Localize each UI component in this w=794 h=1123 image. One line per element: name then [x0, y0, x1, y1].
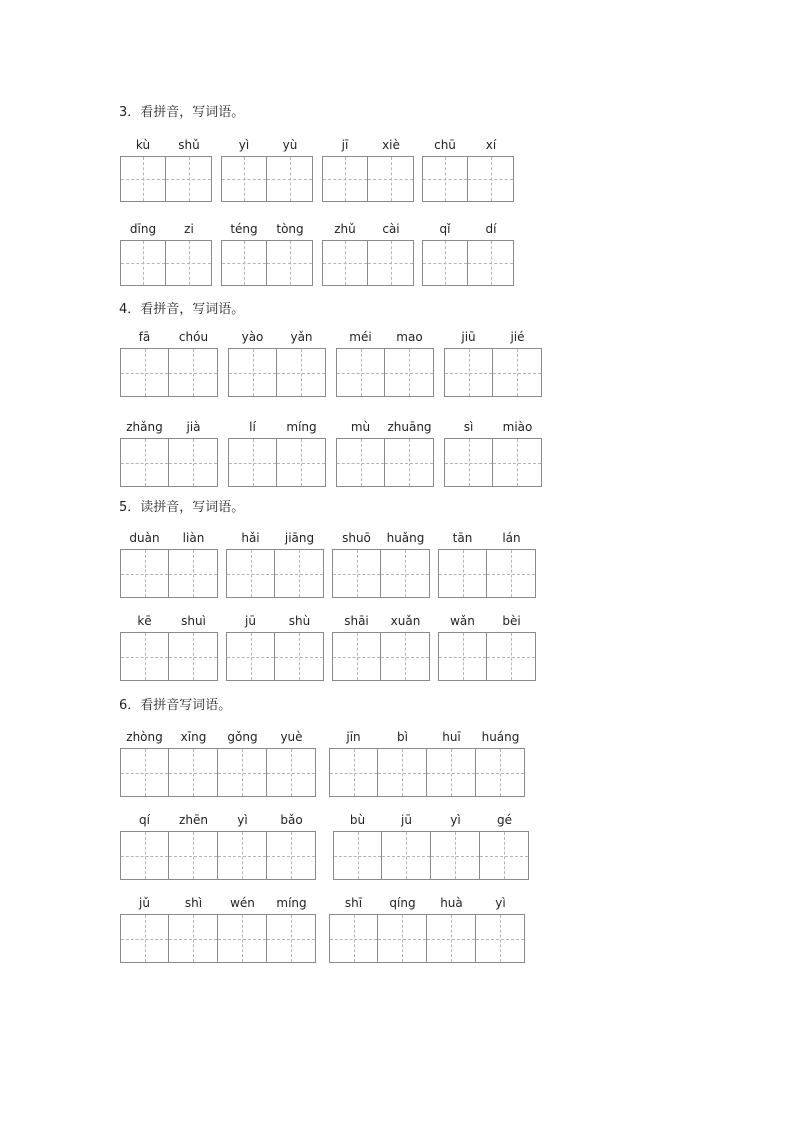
tianzige-box[interactable] — [333, 831, 382, 880]
word-box-group — [438, 614, 536, 681]
tianzige-box[interactable] — [218, 748, 267, 797]
character-cell[interactable] — [120, 138, 166, 202]
character-cell[interactable] — [332, 614, 381, 681]
pinyin-label: qí — [139, 813, 150, 827]
tianzige-box[interactable] — [226, 549, 275, 598]
pinyin-label: sì — [463, 420, 474, 434]
character-cell[interactable] — [329, 896, 378, 963]
word-box-group — [444, 330, 542, 397]
pinyin-label: xīng — [180, 730, 207, 744]
character-cell[interactable] — [493, 420, 542, 487]
pinyin-label: yào — [241, 330, 264, 344]
word-box-group — [438, 531, 536, 598]
character-cell[interactable] — [226, 614, 275, 681]
tianzige-box[interactable] — [169, 748, 218, 797]
pinyin-label: shī — [344, 896, 363, 910]
pinyin-label: mao — [396, 330, 423, 344]
character-cell[interactable] — [476, 730, 525, 797]
character-cell[interactable] — [480, 813, 529, 880]
pinyin-label: kù — [135, 138, 151, 152]
pinyin-label: lí — [249, 420, 256, 434]
pinyin-label: jū — [401, 813, 412, 827]
pinyin-label: bèi — [502, 614, 521, 628]
section-4-heading: 4．看拼音，写词语。 — [119, 302, 245, 317]
character-cell[interactable] — [169, 896, 218, 963]
character-cell[interactable] — [267, 730, 316, 797]
character-cell[interactable] — [169, 614, 218, 681]
word-box-group — [221, 138, 313, 202]
character-cell[interactable] — [382, 813, 431, 880]
pinyin-label: hǎi — [241, 531, 260, 545]
word-box-group — [332, 531, 430, 598]
tianzige-box[interactable] — [368, 156, 414, 202]
pinyin-label: huī — [442, 730, 461, 744]
pinyin-label: zhòng — [126, 730, 163, 744]
tianzige-box[interactable] — [169, 348, 218, 397]
character-cell[interactable] — [120, 896, 169, 963]
pinyin-label: yù — [282, 138, 298, 152]
tianzige-box[interactable] — [218, 914, 267, 963]
character-cell[interactable] — [476, 896, 525, 963]
tianzige-box[interactable] — [322, 156, 368, 202]
tianzige-box[interactable] — [476, 748, 525, 797]
pinyin-label: yuè — [280, 730, 303, 744]
pinyin-label: zhuāng — [387, 420, 432, 434]
word-box-group — [329, 730, 525, 797]
character-cell[interactable] — [218, 896, 267, 963]
pinyin-label: bǎo — [280, 813, 303, 827]
tianzige-box[interactable] — [332, 632, 381, 681]
character-cell[interactable] — [468, 222, 514, 286]
pinyin-label: qǐ — [439, 222, 451, 236]
character-cell[interactable] — [322, 138, 368, 202]
pinyin-label: lán — [502, 531, 521, 545]
character-cell[interactable] — [267, 138, 313, 202]
character-cell[interactable] — [368, 138, 414, 202]
pinyin-label: miào — [502, 420, 533, 434]
character-cell[interactable] — [493, 330, 542, 397]
pinyin-label: bù — [349, 813, 366, 827]
tianzige-box[interactable] — [169, 632, 218, 681]
character-cell[interactable] — [336, 420, 385, 487]
character-cell[interactable] — [120, 730, 169, 797]
character-cell[interactable] — [381, 614, 430, 681]
tianzige-box[interactable] — [427, 748, 476, 797]
pinyin-label: huáng — [481, 730, 520, 744]
pinyin-label: xuǎn — [390, 614, 421, 628]
tianzige-box[interactable] — [120, 348, 169, 397]
character-cell[interactable] — [277, 420, 326, 487]
word-box-group — [228, 330, 326, 397]
character-cell[interactable] — [166, 222, 212, 286]
character-cell[interactable] — [169, 330, 218, 397]
pinyin-label: shì — [184, 896, 203, 910]
character-cell[interactable] — [218, 730, 267, 797]
tianzige-box[interactable] — [169, 438, 218, 487]
tianzige-box[interactable] — [267, 914, 316, 963]
pinyin-label: míng — [286, 420, 317, 434]
word-box-group — [120, 531, 218, 598]
character-cell[interactable] — [329, 730, 378, 797]
pinyin-label: míng — [276, 896, 307, 910]
character-cell[interactable] — [487, 531, 536, 598]
word-box-group — [221, 222, 313, 286]
pinyin-label: huǎng — [386, 531, 425, 545]
character-cell[interactable] — [438, 614, 487, 681]
pinyin-label: mù — [350, 420, 371, 434]
tianzige-box[interactable] — [120, 831, 169, 880]
character-cell[interactable] — [166, 138, 212, 202]
tianzige-box[interactable] — [267, 240, 313, 286]
tianzige-box[interactable] — [385, 348, 434, 397]
character-cell[interactable] — [169, 813, 218, 880]
pinyin-label: yì — [450, 813, 461, 827]
character-cell[interactable] — [487, 614, 536, 681]
tianzige-box[interactable] — [120, 549, 169, 598]
section-3-heading: 3．看拼音，写词语。 — [119, 105, 245, 120]
tianzige-box[interactable] — [120, 914, 169, 963]
word-box-group — [336, 420, 434, 487]
tianzige-box[interactable] — [228, 348, 277, 397]
pinyin-label: chóu — [178, 330, 209, 344]
tianzige-box[interactable] — [332, 549, 381, 598]
word-box-group — [120, 614, 218, 681]
pinyin-label: xí — [485, 138, 497, 152]
word-box-group — [120, 222, 212, 286]
pinyin-label: jiāng — [284, 531, 315, 545]
tianzige-box[interactable] — [277, 348, 326, 397]
word-box-group — [226, 614, 324, 681]
pinyin-label: liàn — [182, 531, 205, 545]
character-cell[interactable] — [368, 222, 414, 286]
tianzige-box[interactable] — [226, 632, 275, 681]
tianzige-box[interactable] — [267, 748, 316, 797]
character-cell[interactable] — [427, 896, 476, 963]
section-5-heading: 5．读拼音，写词语。 — [119, 500, 245, 515]
tianzige-box[interactable] — [422, 156, 468, 202]
tianzige-box[interactable] — [166, 156, 212, 202]
character-cell[interactable] — [444, 330, 493, 397]
tianzige-box[interactable] — [329, 748, 378, 797]
pinyin-label: qíng — [389, 896, 416, 910]
tianzige-box[interactable] — [444, 438, 493, 487]
character-cell[interactable] — [431, 813, 480, 880]
tianzige-box[interactable] — [120, 748, 169, 797]
tianzige-box[interactable] — [378, 914, 427, 963]
pinyin-label: kē — [137, 614, 152, 628]
pinyin-label: shuì — [181, 614, 206, 628]
character-cell[interactable] — [332, 531, 381, 598]
character-cell[interactable] — [277, 330, 326, 397]
tianzige-box[interactable] — [336, 348, 385, 397]
tianzige-box[interactable] — [267, 831, 316, 880]
character-cell[interactable] — [381, 531, 430, 598]
character-cell[interactable] — [422, 222, 468, 286]
pinyin-label: gǒng — [227, 730, 258, 744]
tianzige-box[interactable] — [487, 549, 536, 598]
character-cell[interactable] — [120, 330, 169, 397]
pinyin-label: shuō — [342, 531, 371, 545]
tianzige-box[interactable] — [228, 438, 277, 487]
pinyin-label: yì — [238, 138, 250, 152]
word-box-group — [120, 420, 218, 487]
pinyin-label: duàn — [129, 531, 160, 545]
tianzige-box[interactable] — [221, 240, 267, 286]
pinyin-label: zi — [184, 222, 194, 236]
pinyin-label: shù — [288, 614, 311, 628]
word-box-group — [329, 896, 525, 963]
character-cell[interactable] — [385, 330, 434, 397]
word-box-group — [322, 138, 414, 202]
tianzige-box[interactable] — [218, 831, 267, 880]
tianzige-box[interactable] — [480, 831, 529, 880]
pinyin-label: huà — [440, 896, 463, 910]
section-6-heading: 6．看拼音写词语。 — [119, 698, 232, 713]
pinyin-label: dí — [485, 222, 497, 236]
pinyin-label: yì — [495, 896, 506, 910]
tianzige-box[interactable] — [438, 549, 487, 598]
word-box-group — [120, 138, 212, 202]
tianzige-box[interactable] — [431, 831, 480, 880]
pinyin-label: shǔ — [178, 138, 200, 152]
word-box-group — [333, 813, 529, 880]
tianzige-box[interactable] — [120, 632, 169, 681]
tianzige-box[interactable] — [385, 438, 434, 487]
tianzige-box[interactable] — [169, 914, 218, 963]
character-cell[interactable] — [275, 531, 324, 598]
word-box-group — [228, 420, 326, 487]
tianzige-box[interactable] — [444, 348, 493, 397]
word-box-group — [120, 896, 316, 963]
character-cell[interactable] — [169, 420, 218, 487]
tianzige-box[interactable] — [275, 549, 324, 598]
tianzige-box[interactable] — [336, 438, 385, 487]
character-cell[interactable] — [221, 138, 267, 202]
tianzige-box[interactable] — [427, 914, 476, 963]
character-cell[interactable] — [427, 730, 476, 797]
pinyin-label: méi — [349, 330, 372, 344]
pinyin-label: gé — [497, 813, 512, 827]
pinyin-label: bì — [397, 730, 408, 744]
character-cell[interactable] — [221, 222, 267, 286]
pinyin-label: fā — [138, 330, 151, 344]
word-box-group — [322, 222, 414, 286]
word-box-group — [332, 614, 430, 681]
character-cell[interactable] — [169, 531, 218, 598]
pinyin-label: xiè — [382, 138, 400, 152]
pinyin-label: wén — [230, 896, 255, 910]
tianzige-box[interactable] — [169, 831, 218, 880]
tianzige-box[interactable] — [169, 549, 218, 598]
character-cell[interactable] — [120, 420, 169, 487]
word-box-group — [120, 730, 316, 797]
word-box-group — [444, 420, 542, 487]
character-cell[interactable] — [120, 531, 169, 598]
pinyin-label: tòng — [276, 222, 304, 236]
tianzige-box[interactable] — [378, 748, 427, 797]
tianzige-box[interactable] — [381, 549, 430, 598]
tianzige-box[interactable] — [368, 240, 414, 286]
word-box-group — [336, 330, 434, 397]
pinyin-label: dīng — [129, 222, 157, 236]
tianzige-box[interactable] — [120, 156, 166, 202]
word-box-group — [226, 531, 324, 598]
tianzige-box[interactable] — [120, 240, 166, 286]
tianzige-box[interactable] — [468, 156, 514, 202]
character-cell[interactable] — [267, 896, 316, 963]
tianzige-box[interactable] — [438, 632, 487, 681]
tianzige-box[interactable] — [487, 632, 536, 681]
character-cell[interactable] — [438, 531, 487, 598]
character-cell[interactable] — [228, 330, 277, 397]
tianzige-box[interactable] — [381, 632, 430, 681]
tianzige-box[interactable] — [322, 240, 368, 286]
character-cell[interactable] — [378, 896, 427, 963]
pinyin-label: jiū — [461, 330, 476, 344]
pinyin-label: jié — [510, 330, 525, 344]
pinyin-label: yì — [237, 813, 248, 827]
pinyin-label: jī — [341, 138, 349, 152]
pinyin-label: wǎn — [450, 614, 475, 628]
word-box-group — [422, 222, 514, 286]
pinyin-label: zhǔ — [334, 222, 356, 236]
tianzige-box[interactable] — [277, 438, 326, 487]
character-cell[interactable] — [169, 730, 218, 797]
tianzige-box[interactable] — [166, 240, 212, 286]
tianzige-box[interactable] — [476, 914, 525, 963]
character-cell[interactable] — [267, 222, 313, 286]
character-cell[interactable] — [120, 813, 169, 880]
character-cell[interactable] — [226, 531, 275, 598]
character-cell[interactable] — [120, 614, 169, 681]
character-cell[interactable] — [468, 138, 514, 202]
character-cell[interactable] — [378, 730, 427, 797]
pinyin-label: jià — [186, 420, 201, 434]
pinyin-label: jǔ — [139, 896, 150, 910]
character-cell[interactable] — [385, 420, 434, 487]
tianzige-box[interactable] — [493, 438, 542, 487]
word-box-group — [120, 330, 218, 397]
pinyin-label: chū — [434, 138, 456, 152]
character-cell[interactable] — [333, 813, 382, 880]
character-cell[interactable] — [218, 813, 267, 880]
word-box-group — [422, 138, 514, 202]
tianzige-box[interactable] — [468, 240, 514, 286]
character-cell[interactable] — [267, 813, 316, 880]
character-cell[interactable] — [444, 420, 493, 487]
pinyin-label: zhēn — [179, 813, 208, 827]
tianzige-box[interactable] — [275, 632, 324, 681]
tianzige-box[interactable] — [382, 831, 431, 880]
tianzige-box[interactable] — [493, 348, 542, 397]
character-cell[interactable] — [322, 222, 368, 286]
tianzige-box[interactable] — [422, 240, 468, 286]
character-cell[interactable] — [275, 614, 324, 681]
pinyin-label: jū — [245, 614, 256, 628]
pinyin-label: tān — [452, 531, 473, 545]
pinyin-label: téng — [230, 222, 258, 236]
character-cell[interactable] — [120, 222, 166, 286]
tianzige-box[interactable] — [221, 156, 267, 202]
pinyin-label: zhǎng — [126, 420, 163, 434]
tianzige-box[interactable] — [120, 438, 169, 487]
character-cell[interactable] — [422, 138, 468, 202]
word-box-group — [120, 813, 316, 880]
tianzige-box[interactable] — [329, 914, 378, 963]
pinyin-label: shāi — [344, 614, 369, 628]
pinyin-label: cài — [382, 222, 400, 236]
character-cell[interactable] — [336, 330, 385, 397]
pinyin-label: yǎn — [290, 330, 313, 344]
pinyin-label: jīn — [346, 730, 361, 744]
tianzige-box[interactable] — [267, 156, 313, 202]
character-cell[interactable] — [228, 420, 277, 487]
